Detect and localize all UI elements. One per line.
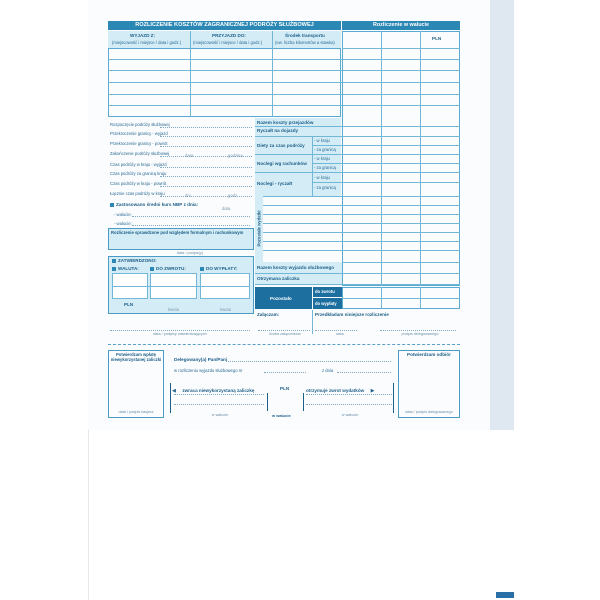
remaining: Pozostało xyxy=(270,296,292,301)
approved-pln: PLN xyxy=(124,302,134,307)
accom-abroad: - za granicą xyxy=(314,165,336,170)
delegate-label: Delegowany(a) Pan/Pani xyxy=(174,357,228,362)
checked-signature: data / podpis(y) xyxy=(176,251,204,255)
currency-label-left: w walucie xyxy=(211,413,229,417)
col-transport: Środek transportu xyxy=(285,33,325,38)
col-arrival: PRZYJAZD DO: xyxy=(212,33,246,38)
field-label: Przekroczenie granicy - powrót xyxy=(110,141,168,146)
lodging-in-country: - w kraju xyxy=(314,175,330,180)
to-refund: do zwrotu xyxy=(315,289,335,294)
bullet-icon xyxy=(112,259,116,263)
field-label: Czas podróży w kraju - powrót xyxy=(110,181,167,186)
from-date-label: z dnia xyxy=(322,368,334,373)
field-label: Łącznie czas podróży w kraju xyxy=(110,191,165,196)
nbp-currency-2: - walucie: xyxy=(114,221,132,226)
attachments-count: liczba załączników xyxy=(269,332,301,336)
amount-label: kwota xyxy=(168,307,179,312)
nbp-date: data xyxy=(222,206,231,211)
approved-payout: DO WYPŁATY: xyxy=(200,266,237,271)
other-expenses: Pozostałe wydatki xyxy=(256,210,262,247)
field-label: Rozpoczęcie podróży służbowej xyxy=(110,122,170,127)
approved-title: ZATWIERDZONO: xyxy=(112,258,157,263)
paper-edge xyxy=(490,0,514,430)
diets: Diety za czas podróży xyxy=(257,143,305,148)
date-label: data xyxy=(185,153,194,158)
bullet-icon xyxy=(112,267,116,271)
field-label: Przekroczenie granicy - wyjazd xyxy=(110,131,168,136)
flat-rate: Ryczałt na dojazdy xyxy=(257,128,299,133)
confirm-payment: Potwierdzam wpłatę niewykorzystanej zaliczki xyxy=(110,352,162,362)
attachments-label: Załączam: xyxy=(257,312,280,317)
nbp-currency: - walucie: xyxy=(114,212,132,217)
form-title: ROZLICZENIE KOSZTÓW ZAGRANICZNEJ PODRÓŻY SŁUŻBOWEJ xyxy=(108,21,341,30)
total-costs: Razem koszty wyjazdu służbowego xyxy=(257,265,335,270)
returns-advance: ◀ zwraca niewykorzystaną zaliczkę xyxy=(172,379,254,397)
hours-short-label: godz. xyxy=(228,193,239,198)
delegate-receipt-signature: data / podpis delegowanego xyxy=(405,410,453,414)
submit-label: Przedkładam niniejsze rozliczenie xyxy=(315,312,389,317)
currency-columns[interactable] xyxy=(342,31,460,286)
approved-signature: data / podpisy zatwierdzających xyxy=(153,332,207,336)
currency-header: Rozliczenie w walucie xyxy=(342,21,460,30)
lodging-abroad: - za granicą xyxy=(314,185,336,190)
amount-label-2: kwota xyxy=(220,307,231,312)
confirm-receipt: Potwierdzam odbiór xyxy=(407,352,451,357)
col-transport-sub: (ew. liczba kilometrów a stawka) xyxy=(275,40,335,45)
advance: Otrzymana zaliczka xyxy=(257,276,300,281)
bullet-icon xyxy=(150,267,154,271)
field-label: Zakończenie podróży służbowej xyxy=(110,151,170,156)
corner-marker xyxy=(496,592,514,598)
settlement-label: w rozliczeniu wyjazdu służbowego nr xyxy=(174,368,243,373)
receipt-box xyxy=(398,350,460,418)
receives-refund: otrzymuje zwrot wydatków ▶ xyxy=(306,379,375,397)
accommodation: Noclegi wg rachunków xyxy=(257,161,307,166)
bottom-pln: PLN xyxy=(280,386,290,391)
diets-in-country: - w kraju xyxy=(314,138,330,143)
days-label: dni xyxy=(185,193,191,198)
blank-lower-page xyxy=(88,430,512,600)
approved-currency: WALUTA: xyxy=(112,266,139,271)
arrow-left-icon xyxy=(172,388,176,393)
delegate-signature: podpis delegowanego xyxy=(401,332,439,336)
nbp-title: Zastosowano średni kurs NBP z dnia: xyxy=(110,202,198,207)
col-arrival-sub: (miejscowość i miejsce / data i godz.) xyxy=(193,40,263,45)
checked-label: Rozliczenie sprawdzone pod względem formalnym i rachunkowym xyxy=(111,230,244,235)
bullet-icon xyxy=(110,203,114,207)
field-label: Czas podróży w kraju - wyjazd xyxy=(110,162,167,167)
lodging-flat: Noclegi - ryczałt xyxy=(257,181,293,186)
col-pln: PLN xyxy=(432,36,442,41)
col-departure: WYJAZD Z: xyxy=(130,33,156,38)
pln-amount-field[interactable] xyxy=(267,393,304,411)
accom-in-country: - w kraju xyxy=(314,156,330,161)
currency-label-center: w walucie xyxy=(272,413,291,418)
approved-refund: DO ZWROTU: xyxy=(150,266,186,271)
diets-abroad: - za granicą xyxy=(314,147,336,152)
submit-date: data xyxy=(336,332,344,336)
travel-total: Razem koszty przejazdów xyxy=(257,120,314,125)
hour-label: godzina xyxy=(228,153,243,158)
bullet-icon xyxy=(200,267,204,271)
currency-label-right: w walucie xyxy=(341,413,359,417)
col-departure-sub: (miejscowość i miejsce / data i godz.) xyxy=(112,40,182,45)
to-pay: do wypłaty xyxy=(315,301,337,306)
arrow-right-icon xyxy=(371,388,375,393)
field-label: Czas podróży za granicą kraju xyxy=(110,171,167,176)
cashier-signature: data / podpis kasjera xyxy=(118,410,154,414)
